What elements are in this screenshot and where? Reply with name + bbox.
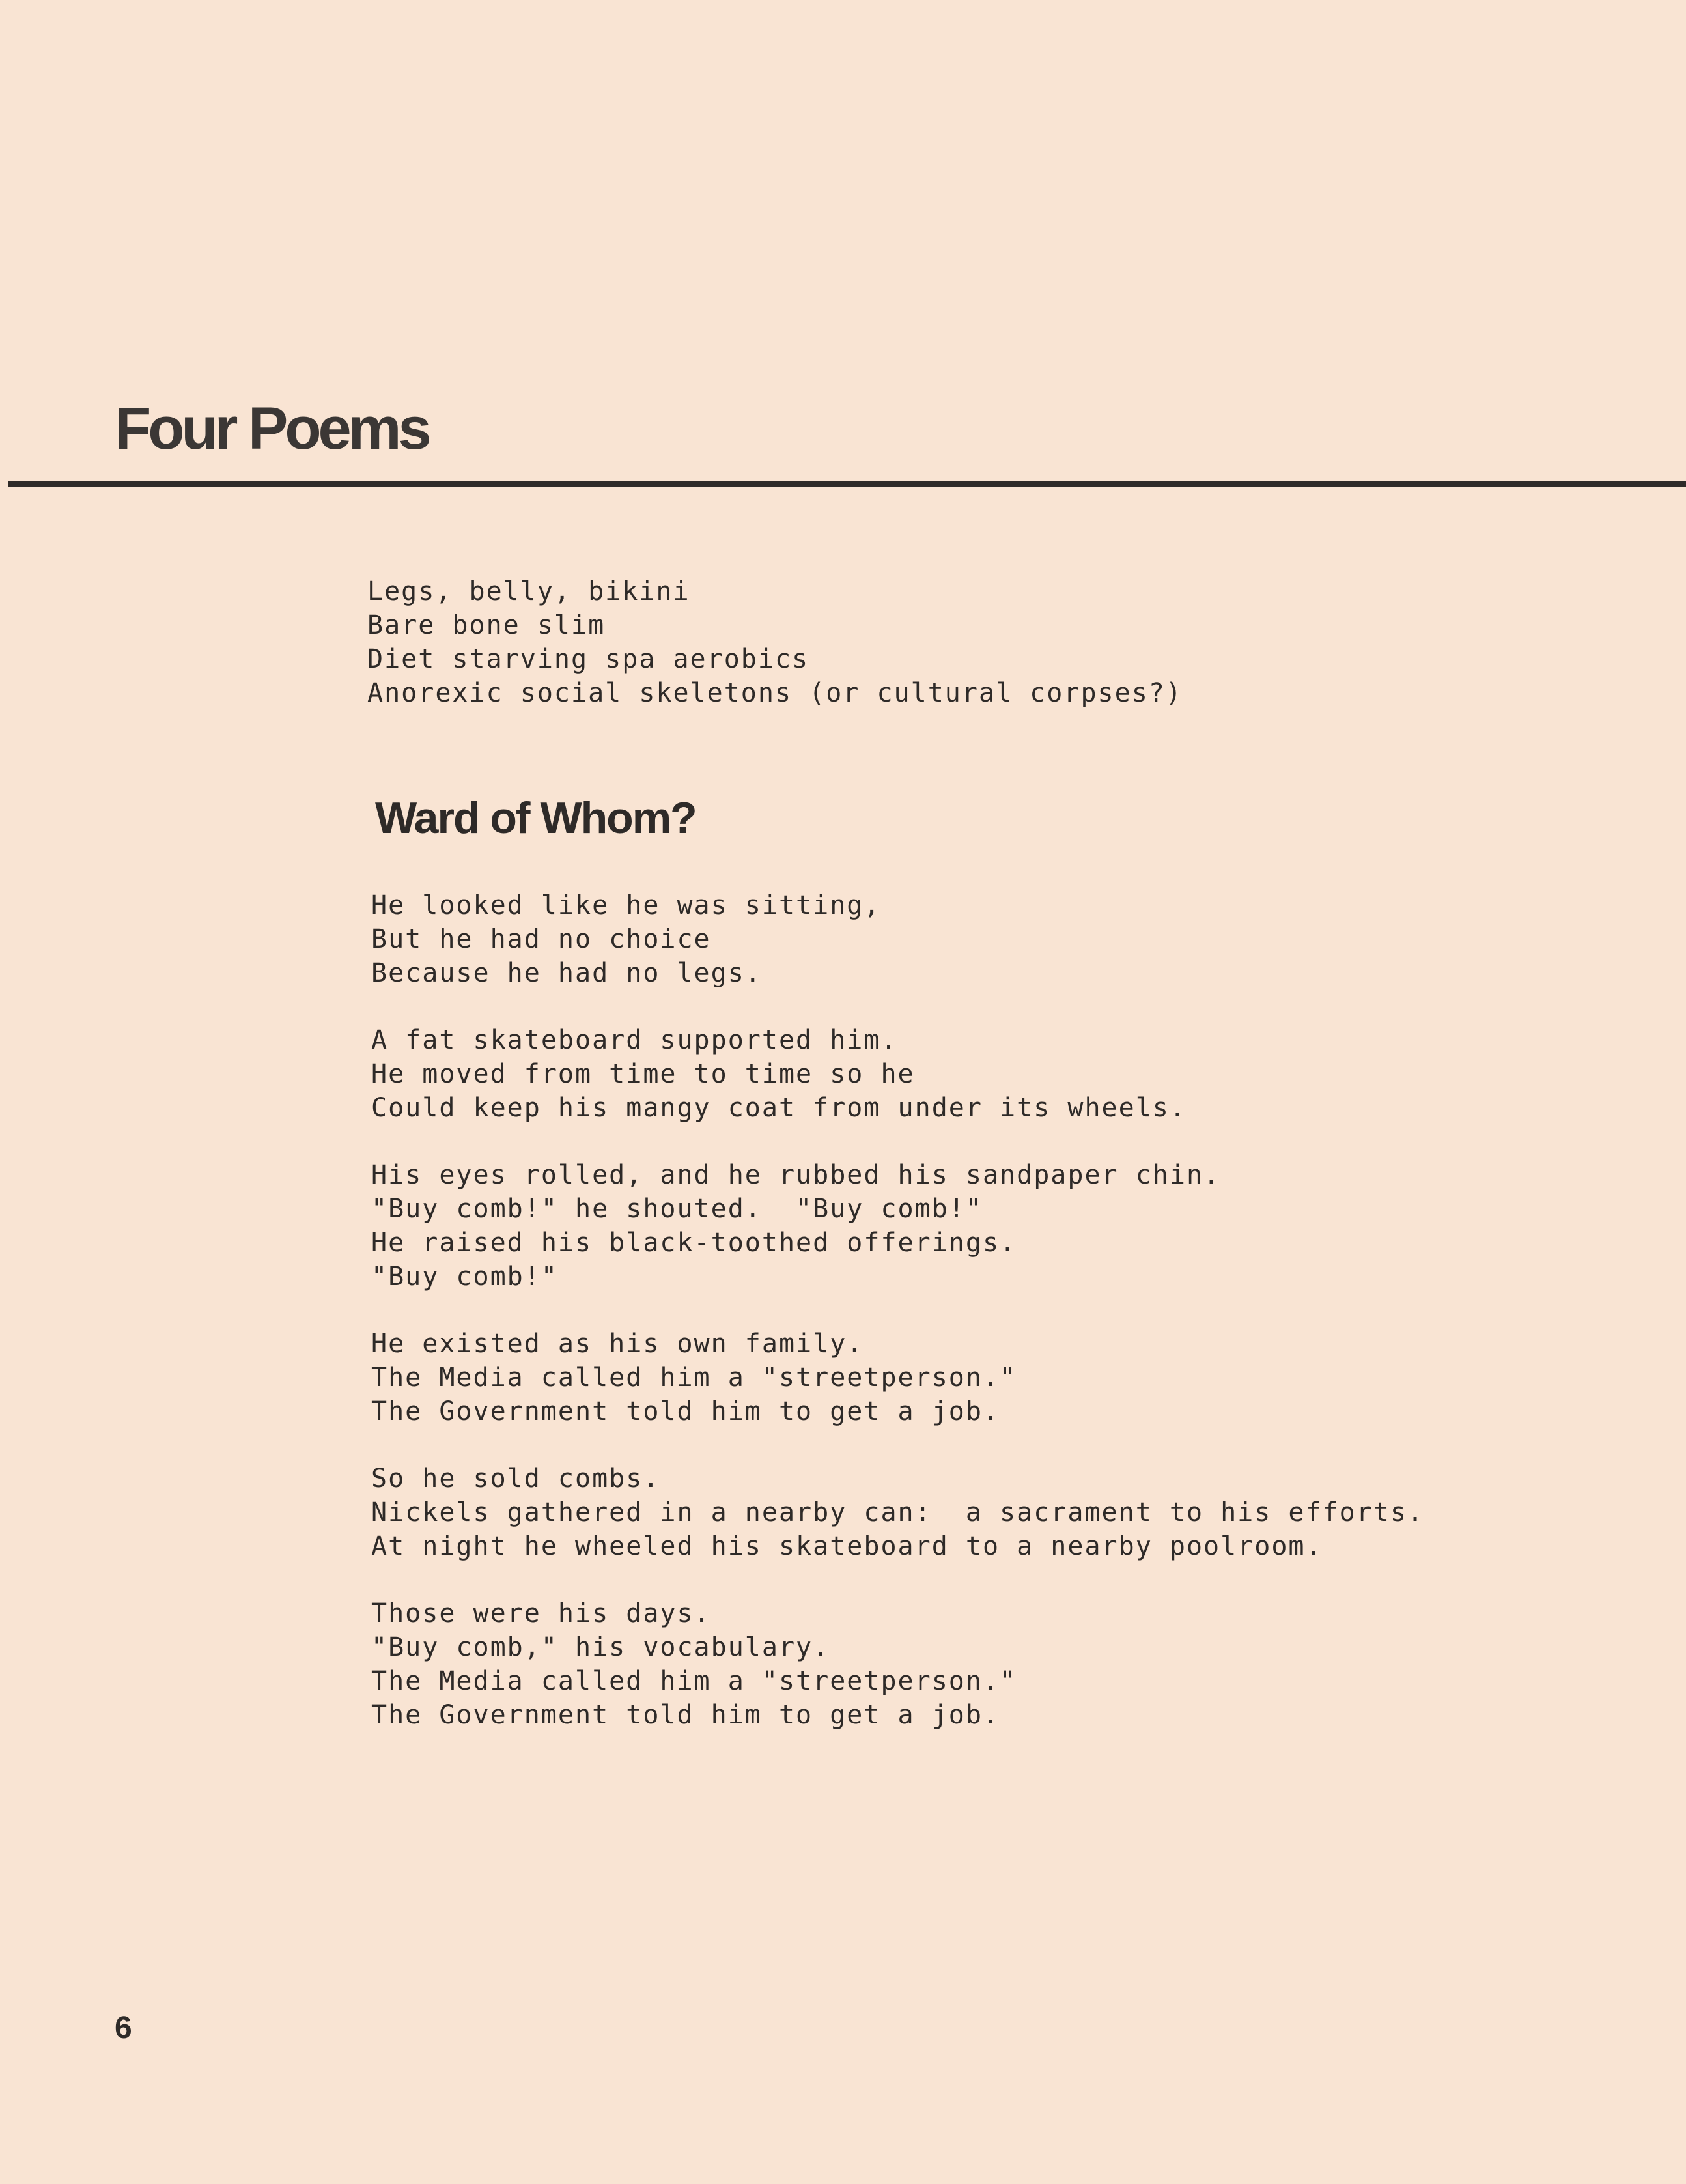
poem-line: He moved from time to time so he <box>371 1059 915 1089</box>
poem-line: Nickels gathered in a nearby can: a sacrament to his efforts. <box>371 1497 1425 1527</box>
stanza <box>371 1158 1424 1294</box>
stanza <box>371 1462 1424 1563</box>
poem-line: He looked like he was sitting, <box>371 890 881 920</box>
poem-line: His eyes rolled, and he rubbed his sandpaper chin. <box>371 1160 1221 1190</box>
poem-line: Diet starving spa aerobics <box>367 644 809 674</box>
poem-title: Ward of Whom? <box>375 793 696 843</box>
poem-ward-of-whom <box>371 888 1424 1732</box>
poem-line: "Buy comb," his vocabulary. <box>371 1632 830 1662</box>
poem-line: "Buy comb!" he shouted. "Buy comb!" <box>371 1194 983 1224</box>
stanza <box>371 1023 1424 1125</box>
poem-line: He existed as his own family. <box>371 1329 864 1359</box>
poem-line: Could keep his mangy coat from under its wheels. <box>371 1093 1187 1123</box>
poem-line: Legs, belly, bikini <box>367 576 690 606</box>
poem-line: Anorexic social skeletons (or cultural corpses?) <box>367 678 1183 708</box>
poem-line: Because he had no legs. <box>371 958 762 988</box>
page-number: 6 <box>115 2011 132 2045</box>
page-title: Four Poems <box>115 395 429 462</box>
poem-line: But he had no choice <box>371 924 711 954</box>
poem-untitled <box>367 574 1183 710</box>
poem-line: The Government told him to get a job. <box>371 1700 1000 1730</box>
stanza <box>371 1596 1424 1732</box>
poem-line: A fat skateboard supported him. <box>371 1025 898 1055</box>
poem-line: The Media called him a "streetperson." <box>371 1363 1017 1393</box>
title-divider <box>8 481 1686 487</box>
poem-line: He raised his black-toothed offerings. <box>371 1228 1017 1258</box>
poem-line: Bare bone slim <box>367 610 606 640</box>
poem-line: So he sold combs. <box>371 1464 660 1494</box>
poem-line: At night he wheeled his skateboard to a nearby poolroom. <box>371 1531 1323 1561</box>
stanza <box>371 1327 1424 1428</box>
poem-line: The Government told him to get a job. <box>371 1397 1000 1426</box>
poem-line: Those were his days. <box>371 1598 711 1628</box>
stanza <box>371 888 1424 990</box>
poem-line: The Media called him a "streetperson." <box>371 1666 1017 1696</box>
poem-line: "Buy comb!" <box>371 1262 558 1292</box>
